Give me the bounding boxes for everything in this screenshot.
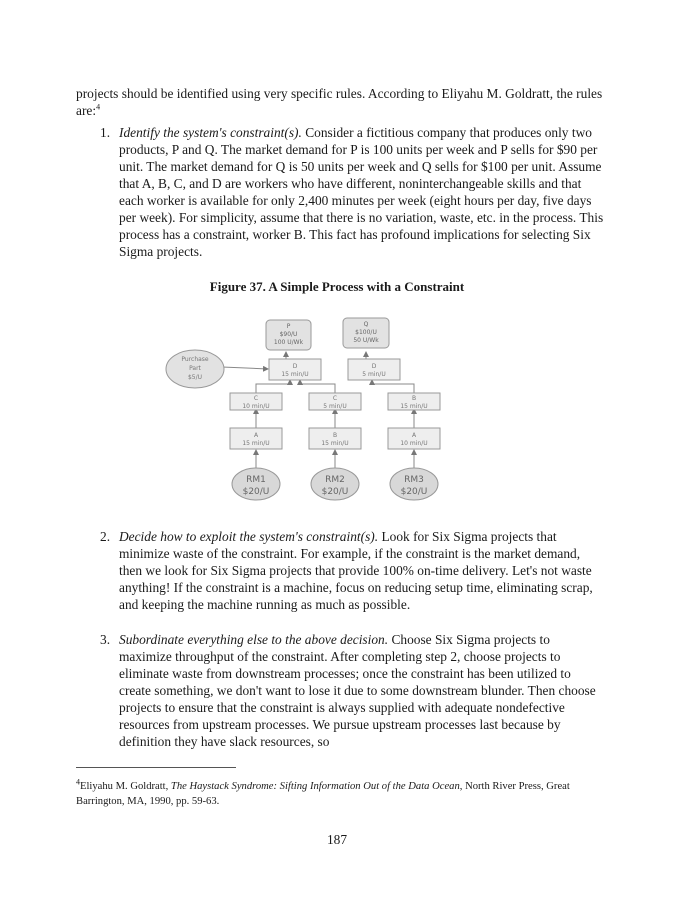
raw-material-name: RM1 — [246, 475, 266, 485]
raw-material-name: RM2 — [325, 475, 345, 485]
raw-material-node — [232, 468, 280, 500]
worker-name: D — [292, 363, 298, 370]
footnote — [76, 779, 616, 809]
list-text: Look for Six Sigma projects that minimize waste of the constraint. For example, if the constraint is the market demand, then we look for Six Sigma projects that provide 100% on-time delivery. Let's not waste anything! If the constraint is a machine, focus on reducing setup time, eliminating scrap, and keeping the machine running as much as possible. — [119, 529, 593, 612]
page-number: 187 — [326, 832, 348, 847]
list-body — [119, 124, 604, 260]
list-title: Decide how to exploit the system's constraint(s). — [119, 529, 379, 544]
purchase-price: $5/U — [187, 374, 203, 381]
footnote-marker: 4 — [76, 777, 80, 787]
purchase-label: Part — [189, 365, 201, 372]
product-price: $90/U — [279, 331, 298, 338]
raw-material-price: $20/U — [242, 487, 270, 497]
worker-time: 5 min/U — [323, 403, 347, 410]
list-number: 2. — [100, 529, 111, 544]
list-title: Subordinate everything else to the above decision. — [119, 632, 389, 647]
purchase-part-node — [166, 350, 224, 388]
intro-text: projects should be identified using very specific rules. According to Eliyahu M. Goldratt, the rules are: — [76, 86, 603, 118]
worker-time: 15 min/U — [400, 403, 428, 410]
worker-box — [348, 359, 400, 380]
worker-box — [269, 359, 321, 380]
worker-box — [309, 393, 361, 410]
product-demand: 50 U/Wk — [353, 337, 379, 344]
product-name: Q — [363, 321, 369, 328]
raw-material-node — [390, 468, 438, 500]
footnote-prefix: Eliyahu M. Goldratt, — [80, 781, 171, 792]
footnote-title: The Haystack Syndrome: Sifting Information Out of the Data Ocean — [170, 781, 460, 792]
footnote-divider — [76, 767, 236, 768]
product-p-box — [266, 320, 311, 350]
list-body — [119, 528, 604, 613]
worker-name: D — [371, 363, 377, 370]
list-number: 1. — [100, 125, 111, 140]
worker-name: C — [332, 395, 338, 402]
footnote-suffix: , North River Press, Great Barrington, MA, 1990, pp. 59-63. — [76, 781, 570, 807]
raw-material-price: $20/U — [321, 487, 349, 497]
worker-name: C — [253, 395, 259, 402]
worker-name: A — [253, 432, 259, 439]
intro-paragraph — [76, 85, 604, 119]
worker-time: 10 min/U — [400, 440, 428, 447]
worker-box — [388, 393, 440, 410]
product-q-box — [343, 318, 389, 348]
worker-time: 10 min/U — [242, 403, 270, 410]
worker-name: B — [332, 432, 338, 439]
product-demand: 100 U/Wk — [273, 339, 304, 346]
worker-time: 15 min/U — [242, 440, 270, 447]
worker-box — [388, 428, 440, 449]
purchase-label: Purchase — [181, 356, 209, 363]
footnote-reference: 4 — [96, 102, 101, 112]
worker-time: 15 min/U — [321, 440, 349, 447]
list-title: Identify the system's constraint(s). — [119, 125, 302, 140]
raw-material-price: $20/U — [400, 487, 428, 497]
worker-time: 5 min/U — [362, 371, 386, 378]
list-text: Choose Six Sigma projects to maximize throughput of the constraint. After completing step 2, choose projects to eliminate waste from downstream processes; once the constraint has been utilized to create something, we don't want to lose it due to some downstream blunder. Then choose projects to ensure that the constraint is always supplied with adequate nondefective resources from upstream processes. We pursue upstream processes last because by definition they have slack resources, so — [119, 632, 596, 749]
list-body — [119, 631, 604, 750]
worker-box — [309, 428, 361, 449]
worker-name: B — [411, 395, 417, 402]
worker-name: A — [411, 432, 417, 439]
product-name: P — [286, 323, 291, 330]
raw-material-name: RM3 — [404, 475, 424, 485]
worker-box — [230, 393, 282, 410]
list-text: Consider a fictitious company that produces only two products, P and Q. The market demand for P is 100 units per week and P sells for $90 per unit. The market demand for Q is 50 units per week and Q sells for $100 per unit. Assume that A, B, C, and D are workers who have different, noninterchangeable skills and that each worker is available for only 2,400 minutes per week (eight hours per day, five days per week). For simplicity, assume that there is no variation, waste, etc. in the process. This process has a constraint, worker B. This fact has profound implications for selecting Six Sigma projects. — [119, 125, 604, 259]
product-price: $100/U — [355, 329, 377, 336]
raw-material-node — [311, 468, 359, 500]
list-number: 3. — [100, 632, 111, 647]
worker-box — [230, 428, 282, 449]
figure-caption: Figure 37. A Simple Process with a Constraint — [209, 279, 465, 294]
worker-time: 15 min/U — [281, 371, 309, 378]
process-diagram — [160, 314, 460, 514]
